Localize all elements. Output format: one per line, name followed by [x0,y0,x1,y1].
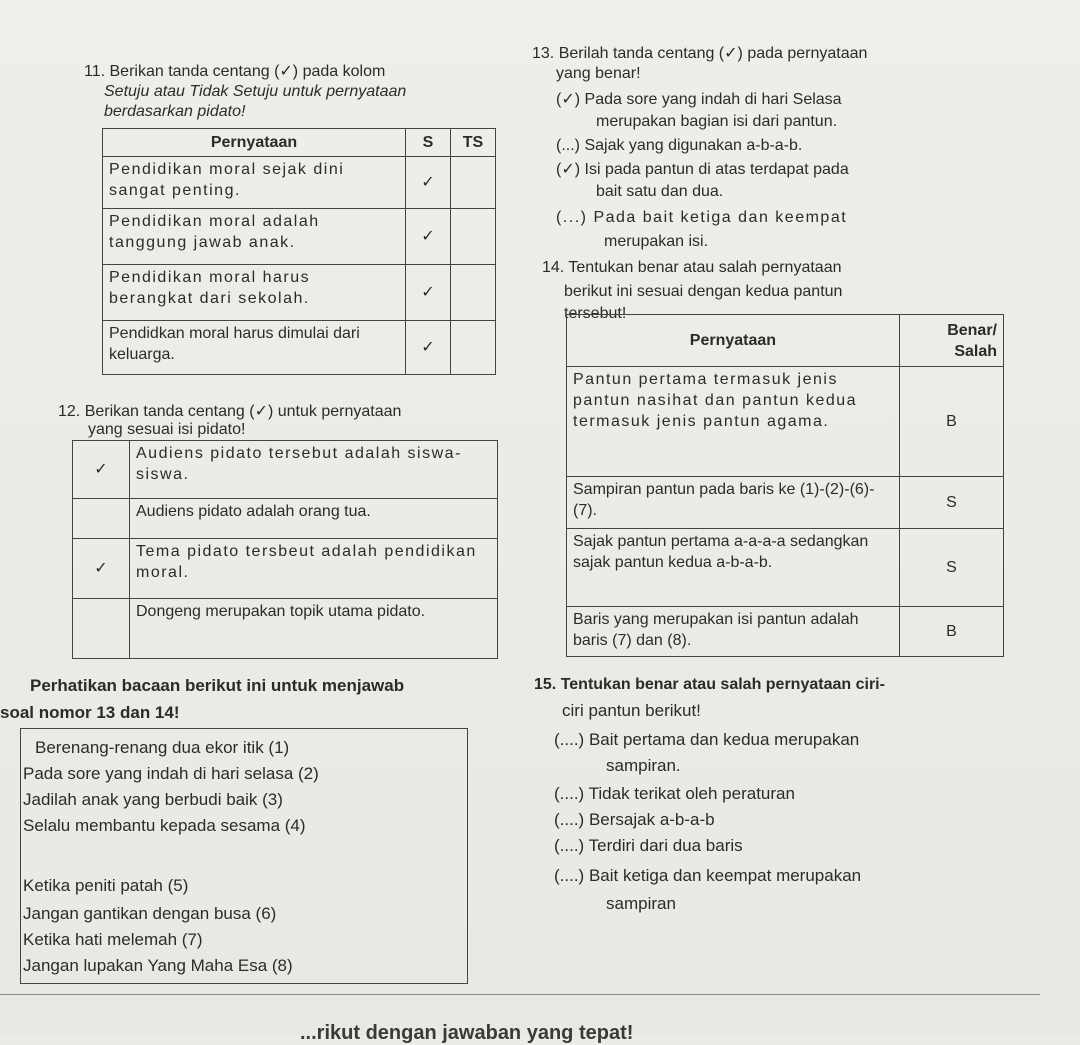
q11-heading: 11. Berikan tanda centang (✓) pada kolom [84,63,386,80]
q11-row [103,265,496,321]
q11-row-s-cell[interactable]: ✓ [406,157,451,209]
q15-answer-mark[interactable]: (....) [554,810,585,829]
q12-mark-cell[interactable] [73,499,130,539]
q14-row [567,529,1004,607]
q11-row-ts-cell[interactable] [451,321,496,375]
q14-row-text: Sajak pantun pertama a-a-a-a sedangkan sajak pantun kedua a-b-a-b. [567,529,900,607]
q11-row-text: Pendidikan moral adalah tanggung jawab anak. [103,209,406,265]
q11-row-s-cell[interactable]: ✓ [406,209,451,265]
q15-item-text: Tidak terikat oleh peraturan [588,784,795,803]
q14-row [567,607,1004,657]
q14-col-statement: Pernyataan [567,315,900,367]
q15-item-text: Bersajak a-b-a-b [588,810,715,829]
q11-row-ts-cell[interactable] [451,157,496,209]
q13-answer-mark[interactable]: (...) [556,209,588,226]
q14-answer-cell[interactable]: S [899,529,1003,607]
q14-row-text: Baris yang merupakan isi pantun adalah baris (7) dan (8). [567,607,900,657]
q15-item [554,836,743,856]
q11-row-ts-cell[interactable] [451,209,496,265]
q11-row [103,209,496,265]
q14-row-text: Pantun pertama termasuk jenis pantun nasihat dan pantun kedua termasuk jenis pantun agama. [567,367,900,477]
q13-item-cont: merupakan bagian isi dari pantun. [596,113,838,130]
q15-item-cont: sampiran. [606,756,681,775]
q15-answer-mark[interactable]: (....) [554,784,585,803]
q15-item-text: Terdiri dari dua baris [588,836,743,855]
poem-box [20,728,468,984]
q15-item [554,784,795,804]
q11-row-text: Pendidikan moral sejak dini sangat penting. [103,157,406,209]
q14-heading: 14. Tentukan benar atau salah pernyataan [542,259,842,276]
q12-row [73,599,498,659]
q11-line2: Setuju atau Tidak Setuju untuk pernyataan [104,83,407,100]
q15-line2: ciri pantun berikut! [562,701,701,720]
q15-answer-mark[interactable]: (....) [554,836,585,855]
q11-col-ts: TS [451,129,496,157]
q15-heading: 15. Tentukan benar atau salah pernyataan ciri- [534,676,885,693]
q11-row-s-cell[interactable]: ✓ [406,321,451,375]
q13-item [556,136,802,156]
q11-row [103,321,496,375]
poem-line: Ketika peniti patah (5) [23,876,189,895]
q13-item-text: Pada bait ketiga dan keempat [593,209,848,226]
q12-heading: 12. Berikan tanda centang (✓) untuk pernyataan [58,403,402,420]
q15-item [554,810,715,830]
q14-answer-cell[interactable]: S [899,477,1003,529]
footer-partial-text: ...rikut dengan jawaban yang tepat! [300,1022,634,1044]
q15-answer-mark[interactable]: (....) [554,730,585,749]
q15-item-cont: sampiran [606,894,676,913]
q14-line3: tersebut! [564,305,627,322]
poem-line: Selalu membantu kepada sesama (4) [23,816,306,835]
q13-heading: 13. Berilah tanda centang (✓) pada pernyataan [532,45,868,62]
q13-item [556,90,842,110]
q13-item-cont: bait satu dan dua. [596,183,724,200]
q11-row-ts-cell[interactable] [451,265,496,321]
q14-col-benar-salah: Benar/ Salah [899,315,1003,367]
q12-row [73,499,498,539]
q13-item-cont: merupakan isi. [604,233,709,250]
q13-item-text: Pada sore yang indah di hari Selasa [584,91,842,108]
q15-answer-mark[interactable]: (....) [554,866,585,885]
q12-mark-cell[interactable]: ✓ [73,539,130,599]
q12-mark-cell[interactable]: ✓ [73,441,130,499]
q14-row [567,477,1004,529]
q13-answer-mark[interactable]: (✓) [556,161,581,178]
q12-row-text: Tema pidato tersbeut adalah pendidikan moral. [130,539,498,599]
reading-instruction-2: soal nomor 13 dan 14! [0,703,180,722]
q15-item [554,866,861,886]
q11-col-statement: Pernyataan [103,129,406,157]
q12-table [72,440,498,659]
q14-row [567,367,1004,477]
q13-line2: yang benar! [556,65,641,82]
q13-answer-mark[interactable]: (✓) [556,91,581,108]
q11-row-s-cell[interactable]: ✓ [406,265,451,321]
q13-item [556,208,847,228]
q11-row-text: Pendidikan moral harus berangkat dari sekolah. [103,265,406,321]
q13-answer-mark[interactable]: (...) [556,137,580,154]
footer-divider [0,994,1040,995]
q11-line3: berdasarkan pidato! [104,103,246,120]
q11-table [102,128,496,375]
q11-row-text: Pendidkan moral harus dimulai dari keluarga. [103,321,406,375]
q13-item-text: Isi pada pantun di atas terdapat pada [584,161,849,178]
poem-line: Jangan gantikan dengan busa (6) [23,904,277,923]
q15-item [554,730,859,750]
poem-line: Jadilah anak yang berbudi baik (3) [23,790,283,809]
q11-row [103,157,496,209]
q14-line2: berikut ini sesuai dengan kedua pantun [564,283,843,300]
q11-col-s: S [406,129,451,157]
poem-line: Jangan lupakan Yang Maha Esa (8) [23,956,293,975]
q15-item-text: Bait pertama dan kedua merupakan [588,730,860,749]
q12-row [73,441,498,499]
q14-answer-cell[interactable]: B [899,367,1003,477]
q12-row-text: Audiens pidato tersebut adalah siswa-siswa. [130,441,498,499]
q14-table [566,314,1004,657]
q12-row-text: Dongeng merupakan topik utama pidato. [130,599,498,659]
poem-line: Pada sore yang indah di hari selasa (2) [23,764,319,783]
q12-mark-cell[interactable] [73,599,130,659]
q13-item-text: Sajak yang digunakan a-b-a-b. [584,137,803,154]
q14-row-text: Sampiran pantun pada baris ke (1)-(2)-(6)-(7). [567,477,900,529]
reading-instruction-1: Perhatikan bacaan berikut ini untuk menjawab [30,676,405,695]
q15-item-text: Bait ketiga dan keempat merupakan [588,866,862,885]
q13-item [556,160,849,180]
poem-line: Ketika hati melemah (7) [23,930,203,949]
q12-line2: yang sesuai isi pidato! [88,421,246,438]
q14-answer-cell[interactable]: B [899,607,1003,657]
q12-row [73,539,498,599]
poem-line: Berenang-renang dua ekor itik (1) [35,738,290,757]
q12-row-text: Audiens pidato adalah orang tua. [130,499,498,539]
